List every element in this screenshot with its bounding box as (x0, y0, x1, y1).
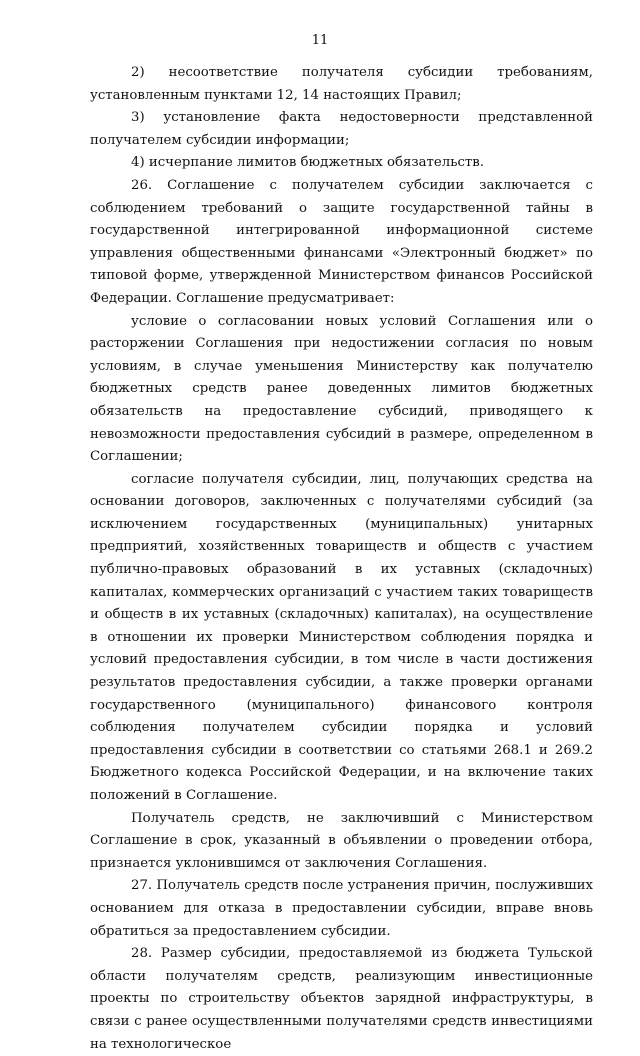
paragraph-condition-renegotiation: условие о согласовании новых условий Соглашения или о расторжении Соглашения при недостижении согласия по новым условиям, в случае уменьшения Министерству как получателю бюджетных средств ранее доведенных лимитов бюджетных обязательств на предоставление субсидий, приводящего к невозможности предоставления субсидий в размере, определенном в Соглашении; (90, 313, 593, 465)
paragraph-28: 28. Размер субсидии, предоставляемой из бюджета Тульской области получателям средств, реализующим инвестиционные проекты по строительству объектов зарядной инфраструктуры, в связи с ранее осуществленными получателями средств инвестициями на технологическое (90, 946, 593, 1052)
paragraph-evasion: Получатель средств, не заключивший с Министерством Соглашение в срок, указанный в объявлении о проведении отбора, признается уклонившимся от заключения Соглашения. (90, 810, 593, 871)
document-body (90, 62, 593, 1056)
paragraph-item-4: 4) исчерпание лимитов бюджетных обязательств. (131, 155, 484, 171)
page-number: 11 (311, 33, 329, 48)
paragraph-item-3: 3) установление факта недостоверности представленной получателем субсидии информации; (90, 110, 593, 148)
paragraph-26: 26. Соглашение с получателем субсидии заключается с соблюдением требований о защите государственной тайны в государственной интегрированной информационной системе управления общественными финансами «Электронный бюджет» по типовой форме, утвержденной Министерством финансов Российской Федерации. Соглашение предусматривает: (90, 177, 593, 306)
paragraph-27: 27. Получатель средств после устранения причин, послуживших основанием для отказа в предоставлении субсидии, вправе вновь обратиться за предоставлением субсидии. (90, 878, 593, 939)
paragraph-item-2: 2) несоответствие получателя субсидии требованиям, установленным пунктами 12, 14 настоящих Правил; (90, 65, 593, 103)
paragraph-consent-inspection: согласие получателя субсидии, лиц, получающих средства на основании договоров, заключенных с получателями субсидий (за исключением государственных (муниципальных) унитарных предприятий, хозяйственных товариществ и обществ с участием публично-правовых образований в их уставных (складочных) капиталах, коммерческих организаций с участием таких товариществ и обществ в их уставных (складочных) капиталах), на осуществление в отношении их проверки Министерством соблюдения порядка и условий предоставления субсидии, в том числе в части достижения результатов предоставления субсидии, а также проверки органами государственного (муниципального) финансового контроля соблюдения получателем субсидии порядка и условий предоставления субсидии в соответствии со статьями 268.1 и 269.2 Бюджетного кодекса Российской Федерации, и на включение таких положений в Соглашение. (90, 471, 593, 803)
